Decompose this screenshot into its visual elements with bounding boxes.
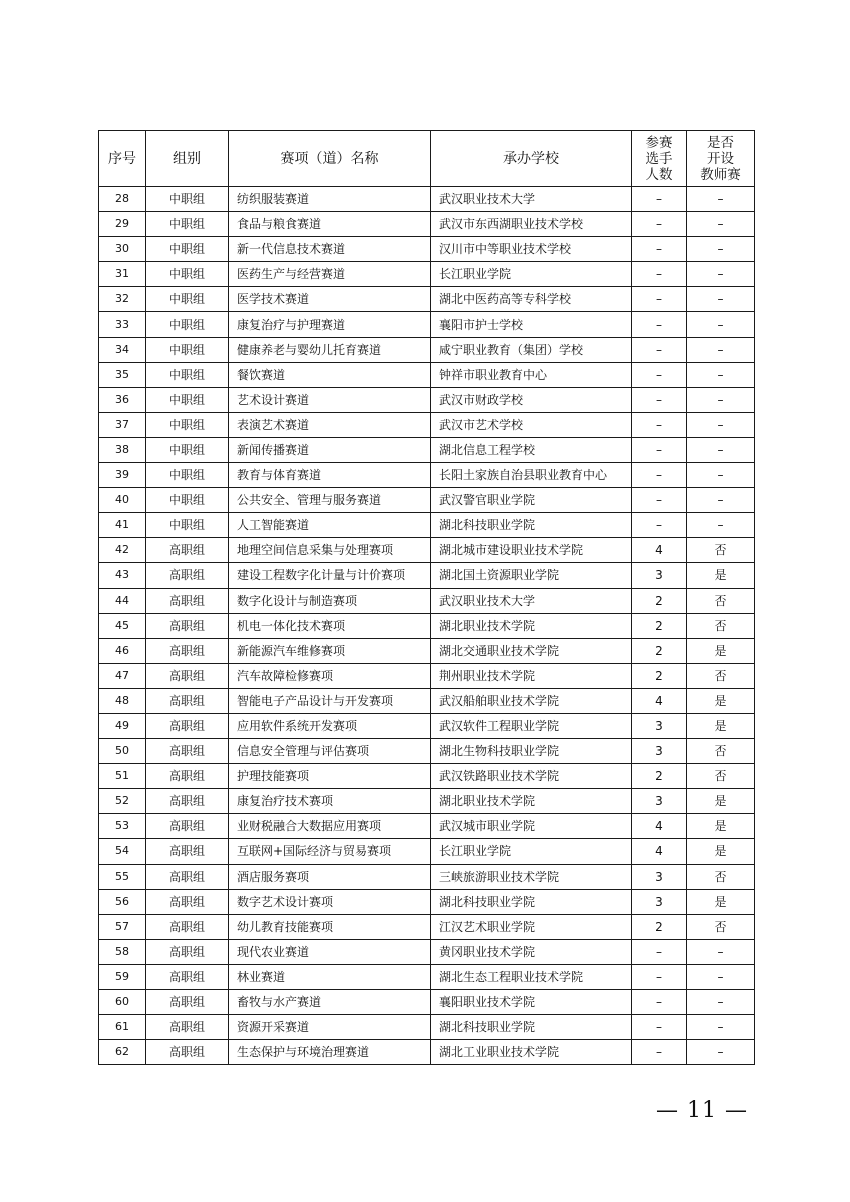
row-number: 59 [99,964,146,989]
row-contestant-count: – [632,362,687,387]
row-event-name: 医药生产与经营赛道 [229,262,431,287]
row-number: 58 [99,939,146,964]
row-number: 45 [99,613,146,638]
row-teacher-contest: – [687,212,755,237]
row-group: 中职组 [146,387,229,412]
table-row [99,839,755,864]
row-teacher-contest: 是 [687,563,755,588]
row-event-name: 新闻传播赛道 [229,437,431,462]
row-event-name: 汽车故障检修赛项 [229,663,431,688]
table-row [99,563,755,588]
row-group: 中职组 [146,312,229,337]
table-row [99,939,755,964]
row-group: 高职组 [146,964,229,989]
row-teacher-contest: 是 [687,814,755,839]
row-group: 高职组 [146,688,229,713]
row-number: 36 [99,387,146,412]
table-row [99,187,755,212]
row-host-school: 武汉市财政学校 [431,387,632,412]
row-contestant-count: – [632,187,687,212]
table-row [99,513,755,538]
row-contestant-count: – [632,437,687,462]
row-host-school: 长江职业学院 [431,262,632,287]
row-group: 高职组 [146,839,229,864]
row-host-school: 湖北交通职业技术学院 [431,638,632,663]
row-number: 28 [99,187,146,212]
row-teacher-contest: 否 [687,613,755,638]
header-teacher-line: 是否 [707,134,734,151]
row-contestant-count: 2 [632,914,687,939]
row-group: 高职组 [146,764,229,789]
row-event-name: 畜牧与水产赛道 [229,990,431,1015]
row-contestant-count: 2 [632,764,687,789]
row-group: 高职组 [146,814,229,839]
row-event-name: 数字艺术设计赛项 [229,889,431,914]
row-host-school: 三峡旅游职业技术学院 [431,864,632,889]
row-contestant-count: 3 [632,739,687,764]
table-row [99,814,755,839]
row-teacher-contest: 是 [687,688,755,713]
row-teacher-contest: 是 [687,839,755,864]
row-group: 高职组 [146,990,229,1015]
row-event-name: 机电一体化技术赛项 [229,613,431,638]
row-group: 高职组 [146,563,229,588]
row-number: 51 [99,764,146,789]
row-group: 高职组 [146,1040,229,1065]
row-event-name: 幼儿教育技能赛项 [229,914,431,939]
row-number: 47 [99,663,146,688]
row-teacher-contest: 是 [687,713,755,738]
row-teacher-contest: 否 [687,914,755,939]
row-event-name: 建设工程数字化计量与计价赛项 [229,563,431,588]
row-teacher-contest: – [687,437,755,462]
row-event-name: 餐饮赛道 [229,362,431,387]
row-contestant-count: – [632,1040,687,1065]
row-contestant-count: – [632,488,687,513]
row-teacher-contest: – [687,1015,755,1040]
row-contestant-count: – [632,412,687,437]
row-contestant-count: – [632,939,687,964]
row-group: 中职组 [146,187,229,212]
row-contestant-count: 2 [632,638,687,663]
table-row [99,237,755,262]
page-number: — 11 — [656,1098,748,1123]
table-row [99,864,755,889]
row-contestant-count: – [632,337,687,362]
table-row [99,638,755,663]
table-row [99,964,755,989]
row-number: 32 [99,287,146,312]
row-contestant-count: – [632,1015,687,1040]
row-group: 高职组 [146,739,229,764]
row-teacher-contest: – [687,362,755,387]
row-host-school: 江汉艺术职业学院 [431,914,632,939]
row-group: 高职组 [146,638,229,663]
row-host-school: 咸宁职业教育（集团）学校 [431,337,632,362]
row-host-school: 湖北中医药高等专科学校 [431,287,632,312]
table-row [99,688,755,713]
header-event-name: 赛项（道）名称 [229,131,431,187]
table-row [99,362,755,387]
row-event-name: 业财税融合大数据应用赛项 [229,814,431,839]
row-group: 中职组 [146,287,229,312]
row-event-name: 数字化设计与制造赛项 [229,588,431,613]
row-teacher-contest: – [687,939,755,964]
row-event-name: 公共安全、管理与服务赛道 [229,488,431,513]
row-contestant-count: – [632,990,687,1015]
row-number: 31 [99,262,146,287]
row-event-name: 林业赛道 [229,964,431,989]
row-number: 48 [99,688,146,713]
row-number: 52 [99,789,146,814]
row-teacher-contest: – [687,964,755,989]
row-group: 高职组 [146,1015,229,1040]
row-event-name: 新能源汽车维修赛项 [229,638,431,663]
row-event-name: 酒店服务赛项 [229,864,431,889]
row-host-school: 钟祥市职业教育中心 [431,362,632,387]
row-teacher-contest: – [687,990,755,1015]
row-contestant-count: 2 [632,663,687,688]
row-number: 42 [99,538,146,563]
table-row [99,739,755,764]
row-event-name: 信息安全管理与评估赛项 [229,739,431,764]
row-number: 33 [99,312,146,337]
row-number: 46 [99,638,146,663]
row-teacher-contest: 否 [687,764,755,789]
row-host-school: 武汉职业技术大学 [431,588,632,613]
header-count-line: 选手 [645,150,673,167]
row-event-name: 护理技能赛项 [229,764,431,789]
header-teacher-line: 开设 [707,150,734,167]
row-group: 中职组 [146,212,229,237]
row-host-school: 湖北国土资源职业学院 [431,563,632,588]
row-host-school: 湖北生态工程职业技术学院 [431,964,632,989]
header-count-line: 人数 [645,166,673,183]
header-group: 组别 [146,131,229,187]
row-teacher-contest: – [687,488,755,513]
row-group: 高职组 [146,914,229,939]
row-number: 38 [99,437,146,462]
row-event-name: 互联网+国际经济与贸易赛项 [229,839,431,864]
row-host-school: 湖北工业职业技术学院 [431,1040,632,1065]
row-teacher-contest: 是 [687,889,755,914]
row-number: 39 [99,463,146,488]
row-group: 高职组 [146,789,229,814]
row-group: 中职组 [146,412,229,437]
table-row [99,488,755,513]
row-number: 55 [99,864,146,889]
row-host-school: 武汉软件工程职业学院 [431,713,632,738]
row-group: 中职组 [146,362,229,387]
row-group: 高职组 [146,588,229,613]
row-host-school: 湖北生物科技职业学院 [431,739,632,764]
row-teacher-contest: 否 [687,588,755,613]
row-number: 35 [99,362,146,387]
row-number: 40 [99,488,146,513]
table-row [99,613,755,638]
row-teacher-contest: – [687,412,755,437]
row-event-name: 资源开采赛道 [229,1015,431,1040]
row-teacher-contest: – [687,312,755,337]
row-teacher-contest: – [687,287,755,312]
competition-table [98,130,755,1065]
table-row [99,337,755,362]
row-host-school: 襄阳职业技术学院 [431,990,632,1015]
row-host-school: 荆州职业技术学院 [431,663,632,688]
row-group: 中职组 [146,437,229,462]
row-host-school: 汉川市中等职业技术学校 [431,237,632,262]
row-number: 54 [99,839,146,864]
row-host-school: 湖北科技职业学院 [431,1015,632,1040]
table-row [99,287,755,312]
row-contestant-count: 3 [632,789,687,814]
row-host-school: 长阳土家族自治县职业教育中心 [431,463,632,488]
row-teacher-contest: – [687,513,755,538]
row-number: 44 [99,588,146,613]
row-event-name: 生态保护与环境治理赛道 [229,1040,431,1065]
row-host-school: 湖北城市建设职业技术学院 [431,538,632,563]
row-teacher-contest: – [687,187,755,212]
row-contestant-count: 2 [632,588,687,613]
table-row [99,463,755,488]
row-number: 37 [99,412,146,437]
table-row [99,412,755,437]
table-row [99,437,755,462]
header-count-line: 参赛 [645,134,673,151]
row-group: 高职组 [146,663,229,688]
row-contestant-count: 4 [632,814,687,839]
row-contestant-count: – [632,463,687,488]
row-contestant-count: 2 [632,613,687,638]
table-row [99,262,755,287]
row-number: 53 [99,814,146,839]
row-number: 60 [99,990,146,1015]
row-group: 中职组 [146,262,229,287]
row-contestant-count: 3 [632,889,687,914]
row-contestant-count: – [632,964,687,989]
row-contestant-count: 4 [632,688,687,713]
row-host-school: 武汉城市职业学院 [431,814,632,839]
row-number: 50 [99,739,146,764]
row-host-school: 黄冈职业技术学院 [431,939,632,964]
table-row [99,914,755,939]
row-contestant-count: 4 [632,538,687,563]
row-event-name: 康复治疗与护理赛道 [229,312,431,337]
row-event-name: 新一代信息技术赛道 [229,237,431,262]
row-event-name: 艺术设计赛道 [229,387,431,412]
row-number: 57 [99,914,146,939]
row-event-name: 智能电子产品设计与开发赛项 [229,688,431,713]
row-host-school: 湖北职业技术学院 [431,789,632,814]
row-group: 高职组 [146,613,229,638]
row-teacher-contest: 否 [687,538,755,563]
row-host-school: 湖北科技职业学院 [431,513,632,538]
table-row [99,990,755,1015]
row-teacher-contest: 是 [687,789,755,814]
row-event-name: 教育与体育赛道 [229,463,431,488]
row-teacher-contest: – [687,337,755,362]
table-row [99,713,755,738]
row-number: 29 [99,212,146,237]
table-row [99,538,755,563]
row-group: 高职组 [146,939,229,964]
row-teacher-contest: – [687,387,755,412]
row-contestant-count: – [632,237,687,262]
row-host-school: 湖北科技职业学院 [431,889,632,914]
row-group: 中职组 [146,488,229,513]
row-host-school: 湖北信息工程学校 [431,437,632,462]
row-contestant-count: – [632,287,687,312]
header-teacher-line: 教师赛 [700,166,741,183]
row-contestant-count: – [632,312,687,337]
row-contestant-count: – [632,513,687,538]
row-number: 34 [99,337,146,362]
row-teacher-contest: – [687,463,755,488]
row-group: 高职组 [146,538,229,563]
row-number: 41 [99,513,146,538]
row-teacher-contest: 否 [687,739,755,764]
row-host-school: 武汉市东西湖职业技术学校 [431,212,632,237]
header-no: 序号 [99,131,146,187]
row-host-school: 长江职业学院 [431,839,632,864]
row-teacher-contest: – [687,262,755,287]
row-teacher-contest: – [687,237,755,262]
row-contestant-count: 4 [632,839,687,864]
row-teacher-contest: 否 [687,864,755,889]
row-contestant-count: – [632,262,687,287]
row-host-school: 武汉职业技术大学 [431,187,632,212]
row-group: 中职组 [146,463,229,488]
row-host-school: 武汉市艺术学校 [431,412,632,437]
row-host-school: 武汉船舶职业技术学院 [431,688,632,713]
row-event-name: 康复治疗技术赛项 [229,789,431,814]
table-row [99,789,755,814]
row-group: 高职组 [146,864,229,889]
header-teacher-contest [687,131,755,187]
table-row [99,663,755,688]
row-event-name: 健康养老与婴幼儿托育赛道 [229,337,431,362]
row-number: 49 [99,713,146,738]
table-row [99,212,755,237]
table-body [99,187,755,1065]
row-contestant-count: – [632,387,687,412]
row-group: 中职组 [146,237,229,262]
row-group: 中职组 [146,337,229,362]
row-host-school: 襄阳市护士学校 [431,312,632,337]
row-contestant-count: 3 [632,864,687,889]
table-row [99,889,755,914]
table-row [99,1040,755,1065]
row-number: 30 [99,237,146,262]
row-host-school: 湖北职业技术学院 [431,613,632,638]
row-event-name: 应用软件系统开发赛项 [229,713,431,738]
header-host-school: 承办学校 [431,131,632,187]
row-contestant-count: 3 [632,713,687,738]
row-number: 62 [99,1040,146,1065]
row-event-name: 地理空间信息采集与处理赛项 [229,538,431,563]
table-row [99,764,755,789]
row-number: 61 [99,1015,146,1040]
table-header-row [99,131,755,187]
row-number: 43 [99,563,146,588]
table-row [99,588,755,613]
row-event-name: 表演艺术赛道 [229,412,431,437]
table-row [99,1015,755,1040]
row-teacher-contest: – [687,1040,755,1065]
row-group: 高职组 [146,713,229,738]
row-event-name: 食品与粮食赛道 [229,212,431,237]
row-event-name: 人工智能赛道 [229,513,431,538]
row-group: 中职组 [146,513,229,538]
row-number: 56 [99,889,146,914]
table-row [99,387,755,412]
row-event-name: 医学技术赛道 [229,287,431,312]
header-contestant-count [632,131,687,187]
row-teacher-contest: 否 [687,663,755,688]
row-event-name: 现代农业赛道 [229,939,431,964]
row-contestant-count: 3 [632,563,687,588]
table-row [99,312,755,337]
row-teacher-contest: 是 [687,638,755,663]
row-group: 高职组 [146,889,229,914]
row-event-name: 纺织服装赛道 [229,187,431,212]
row-host-school: 武汉铁路职业技术学院 [431,764,632,789]
row-host-school: 武汉警官职业学院 [431,488,632,513]
row-contestant-count: – [632,212,687,237]
